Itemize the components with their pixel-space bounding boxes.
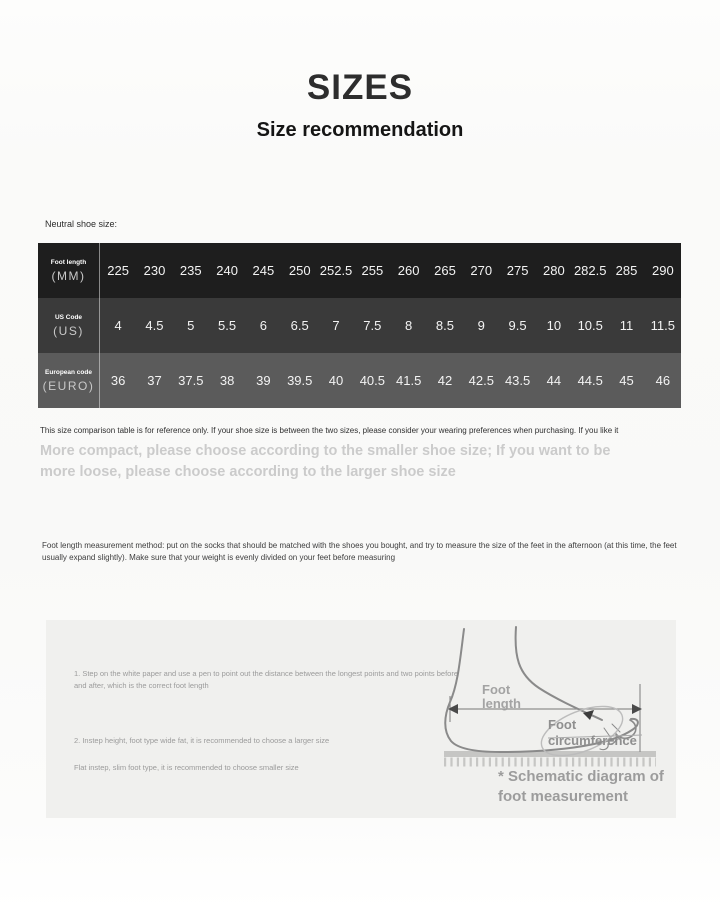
size-value-cell: 46 xyxy=(655,373,671,388)
size-value-cell: 255 xyxy=(361,263,384,278)
size-value-cell: 45 xyxy=(619,373,634,388)
diagram-caption-line1: * Schematic diagram of xyxy=(498,768,664,785)
size-value-cell: 8.5 xyxy=(435,318,454,333)
diagram-caption xyxy=(498,767,713,808)
page-subtitle: Size recommendation xyxy=(256,119,464,141)
size-value-cell: 39 xyxy=(256,373,271,388)
size-value-cell: 8 xyxy=(405,318,413,333)
size-value-cell: 275 xyxy=(506,263,529,278)
size-value-cell: 9.5 xyxy=(508,318,527,333)
preference-note: More compact, please choose according to the smaller shoe size; If you want to be more loose, please choose according to the larger shoe size xyxy=(40,443,611,481)
size-row-values xyxy=(100,298,681,353)
size-value-cell: 230 xyxy=(143,263,166,278)
size-value-cell: 37.5 xyxy=(178,373,204,388)
size-row-values xyxy=(100,243,681,298)
size-value-cell: 40.5 xyxy=(359,373,385,388)
size-value-cell: 280 xyxy=(543,263,565,278)
size-value-cell: 6.5 xyxy=(290,318,309,333)
size-value-cell: 265 xyxy=(434,263,456,278)
size-value-cell: 260 xyxy=(397,263,420,278)
size-value-cell: 36 xyxy=(110,373,126,388)
neutral-shoe-size-label: Neutral shoe size: xyxy=(45,219,118,229)
size-value-cell: 290 xyxy=(651,263,674,278)
size-value-cell: 38 xyxy=(219,373,235,388)
size-value-cell: 235 xyxy=(179,263,202,278)
size-value-cell: 10 xyxy=(546,318,562,333)
size-value-cell: 4.5 xyxy=(145,318,164,333)
size-value-cell: 44 xyxy=(546,373,562,388)
size-value-cell: 270 xyxy=(470,263,493,278)
foot-length-label-line2: length xyxy=(482,696,521,711)
size-value-cell: 6 xyxy=(259,318,268,333)
measurement-panel xyxy=(46,620,676,818)
size-row-unit: (US) xyxy=(53,323,84,338)
size-value-cell: 245 xyxy=(252,263,275,278)
reference-note: This size comparison table is for reference only. If your shoe size is between the two sizes, please consider your wearing preferences when purchasing. If you like it xyxy=(40,426,619,435)
measurement-step-2: 2. Instep height, foot type wide fat, it is recommended to choose a larger size xyxy=(74,736,330,745)
size-value-cell: 5 xyxy=(187,318,195,333)
size-value-cell: 252.5 xyxy=(319,263,353,278)
size-table-row-mm xyxy=(38,243,681,298)
size-table xyxy=(38,243,681,408)
size-value-cell: 43.5 xyxy=(504,373,531,388)
measurement-method-note: Foot length measurement method: put on the socks that should be matched with the shoes you bought, and try to measure the size of the feet in the afternoon (at this time, the feet usually expand slightly). Make sure that your weight is evenly divided on your feet before measuring xyxy=(42,541,677,563)
size-value-cell: 41.5 xyxy=(396,373,422,388)
size-row-label: European code xyxy=(45,368,92,376)
size-value-cell: 39.5 xyxy=(287,373,313,388)
size-value-cell: 285 xyxy=(615,263,638,278)
size-value-cell: 4 xyxy=(114,318,122,333)
size-row-unit: (MM) xyxy=(51,268,86,283)
size-value-cell: 9 xyxy=(477,318,485,333)
foot-circumference-label-line1: Foot xyxy=(548,717,577,732)
size-value-cell: 40 xyxy=(328,373,344,388)
diagram-caption-line2: foot measurement xyxy=(498,788,629,806)
size-value-cell: 42.5 xyxy=(468,373,494,388)
size-value-cell: 282.5 xyxy=(573,263,607,278)
size-row-label: Foot length xyxy=(50,258,87,266)
size-row-header xyxy=(38,298,100,353)
size-value-cell: 250 xyxy=(288,263,311,278)
size-value-cell: 11 xyxy=(619,318,634,333)
page-title: SIZES xyxy=(306,68,414,107)
size-table-row-us xyxy=(38,298,681,353)
size-value-cell: 5.5 xyxy=(218,318,237,333)
size-row-values xyxy=(100,353,681,408)
size-table-row-euro xyxy=(38,353,681,408)
size-value-cell: 7 xyxy=(332,318,340,333)
size-value-cell: 42 xyxy=(437,373,453,388)
size-value-cell: 44.5 xyxy=(577,373,603,388)
size-value-cell: 7.5 xyxy=(363,318,382,333)
size-value-cell: 240 xyxy=(216,263,238,278)
measurement-step-3: Flat instep, slim foot type, it is recommended to choose smaller size xyxy=(74,763,299,772)
size-row-label: US Code xyxy=(54,313,83,321)
ruler-icon xyxy=(444,754,656,762)
measurement-step-1: 1. Step on the white paper and use a pen to point out the distance between the longest points and two points before and after, which is the correct foot length xyxy=(74,669,459,690)
size-value-cell: 225 xyxy=(107,263,129,278)
foot-length-label-line1: Foot xyxy=(482,682,511,697)
size-value-cell: 11.5 xyxy=(650,318,676,333)
size-row-header xyxy=(38,353,100,408)
size-value-cell: 37 xyxy=(147,373,162,388)
size-value-cell: 10.5 xyxy=(577,318,603,333)
size-row-unit: (EURO) xyxy=(42,378,95,393)
foot-measurement-diagram xyxy=(444,626,664,776)
size-row-header xyxy=(38,243,100,298)
foot-circumference-label-line2: circumference xyxy=(548,733,637,748)
